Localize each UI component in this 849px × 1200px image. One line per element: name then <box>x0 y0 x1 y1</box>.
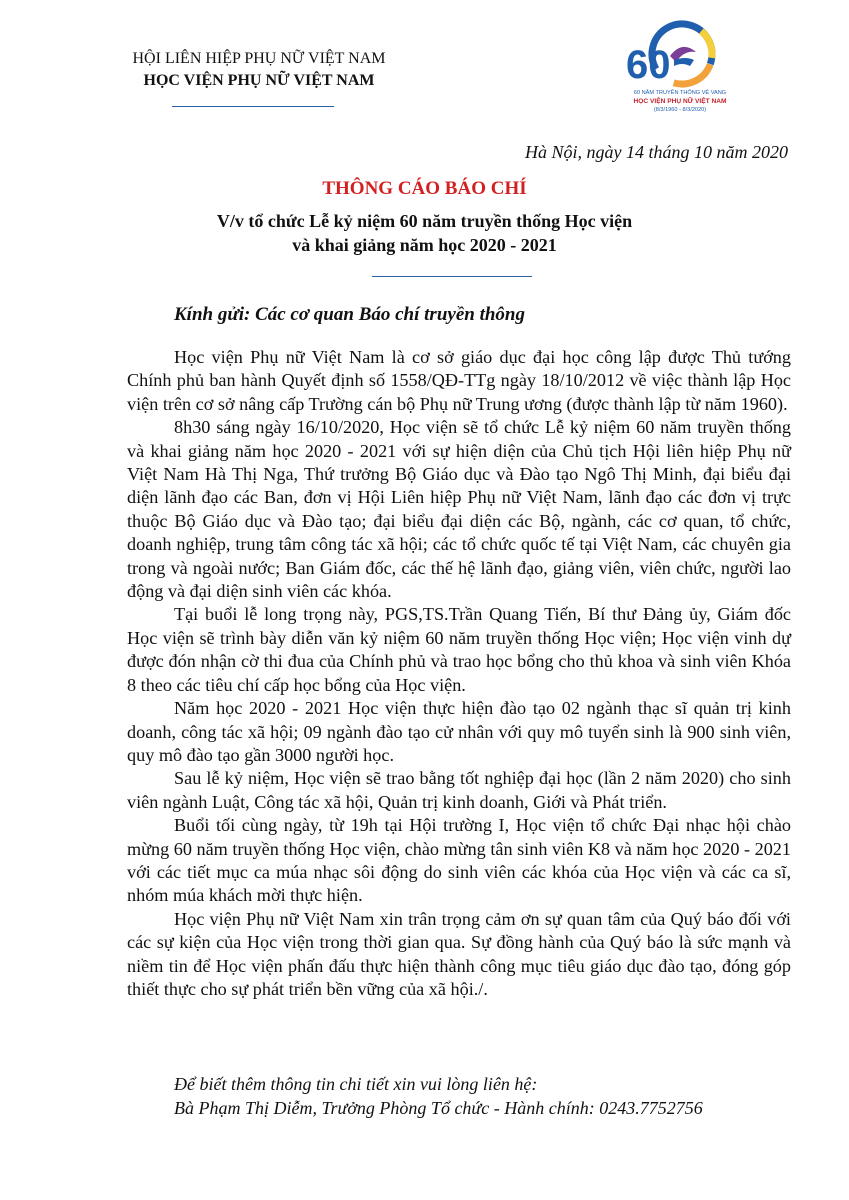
logo-caption-1: 60 NĂM TRUYỀN THỐNG VẺ VANG <box>633 90 727 96</box>
paragraph: Học viện Phụ nữ Việt Nam là cơ sở giáo dục đại học công lập được Thủ tướng Chính phủ ban hành Quyết định số 1558/QĐ-TTg ngày 18/10/2012 về việc thành lập Học viện trên cơ sở nâng cấp Trường cán bộ Phụ nữ Trung ương (được thành lập từ năm 1960). <box>127 347 791 414</box>
logo-number: 60 <box>626 43 671 87</box>
logo-caption-2: HỌC VIỆN PHỤ NỮ VIỆT NAM <box>633 98 727 105</box>
logo-caption-3: (8/3/1960 - 8/3/2020) <box>653 107 707 113</box>
header-divider <box>172 106 334 107</box>
document-subtitle-2: và khai giảng năm học 2020 - 2021 <box>292 235 557 255</box>
paragraph: Năm học 2020 - 2021 Học viện thực hiện đào tạo 02 ngành thạc sĩ quản trị kinh doanh, công tác xã hội; 09 ngành đào tạo cử nhân với quy mô tuyển sinh là 900 sinh viên, quy mô đào tạo gần 3000 người học. <box>127 698 791 765</box>
document-title: THÔNG CÁO BÁO CHÍ <box>322 178 527 199</box>
contact-intro: Để biết thêm thông tin chi tiết xin vui lòng liên hệ: <box>174 1074 538 1094</box>
paragraph: 8h30 sáng ngày 16/10/2020, Học viện sẽ tổ chức Lễ kỷ niệm 60 năm truyền thống và khai giảng năm học 2020 - 2021 với sự hiện diện của Chủ tịch Hội liên hiệp Phụ nữ Việt Nam Hà Thị Nga, Thứ trưởng Bộ Giáo dục và Đào tạo Ngô Thị Minh, đại biểu đại diện lãnh đạo các Ban, đơn vị Hội Liên hiệp Phụ nữ Việt Nam, lãnh đạo các đơn vị trực thuộc Bộ Giáo dục và Đào tạo; đại biểu đại diện các Bộ, ngành, các cơ quan, tổ chức, doanh nghiệp, trung tâm công tác xã hội; các tổ chức quốc tế tại Việt Nam, các chuyên gia trong và ngoài nước; Ban Giám đốc, các thế hệ lãnh đạo, giảng viên, viên chức, người lao động và đại diện sinh viên các khóa. <box>127 417 791 602</box>
paragraph: Tại buổi lễ long trọng này, PGS,TS.Trần Quang Tiến, Bí thư Đảng ủy, Giám đốc Học viện sẽ trình bày diễn văn kỷ niệm 60 năm truyền thống Học viện; Học viện vinh dự được đón nhận cờ thi đua của Chính phủ và trao học bổng cho thủ khoa và sinh viên Khóa 8 theo các tiêu chí cấp học bổng của Học viện. <box>127 604 791 695</box>
anniversary-logo <box>612 16 742 116</box>
salutation: Kính gửi: Các cơ quan Báo chí truyền thông <box>174 304 525 325</box>
paragraph: Sau lễ kỷ niệm, Học viện sẽ trao bằng tốt nghiệp đại học (lần 2 năm 2020) cho sinh viên ngành Luật, Công tác xã hội, Quản trị kinh doanh, Giới và Phát triển. <box>127 768 791 812</box>
date-line: Hà Nội, ngày 14 tháng 10 năm 2020 <box>525 142 788 162</box>
paragraph: Buổi tối cùng ngày, từ 19h tại Hội trường I, Học viện tổ chức Đại nhạc hội chào mừng 60 năm truyền thống Học viện, chào mừng tân sinh viên K8 và năm học 2020 - 2021 với các tiết mục ca múa nhạc sôi động do sinh viên các khóa của Học viện và các ca sĩ, nhóm múa khách mời thực hiện. <box>127 815 791 906</box>
org-name: HỌC VIỆN PHỤ NỮ VIỆT NAM <box>143 72 375 89</box>
document-subtitle-1: V/v tổ chức Lễ kỷ niệm 60 năm truyền thống Học viện <box>216 211 633 231</box>
title-divider <box>372 276 532 277</box>
org-parent-name: HỘI LIÊN HIỆP PHỤ NỮ VIỆT NAM <box>132 50 386 67</box>
paragraph: Học viện Phụ nữ Việt Nam xin trân trọng cảm ơn sự quan tâm của Quý báo đối với các sự kiện của Học viện trong thời gian qua. Sự đồng hành của Quý báo là sức mạnh và niềm tin để Học viện phấn đấu thực hiện thành công mục tiêu giáo dục đào tạo, đóng góp thiết thực cho sự phát triển bền vững của xã hội./. <box>127 908 791 999</box>
body-text <box>127 346 791 1001</box>
contact-person: Bà Phạm Thị Diễm, Trưởng Phòng Tổ chức - Hành chính: 0243.7752756 <box>174 1098 703 1118</box>
